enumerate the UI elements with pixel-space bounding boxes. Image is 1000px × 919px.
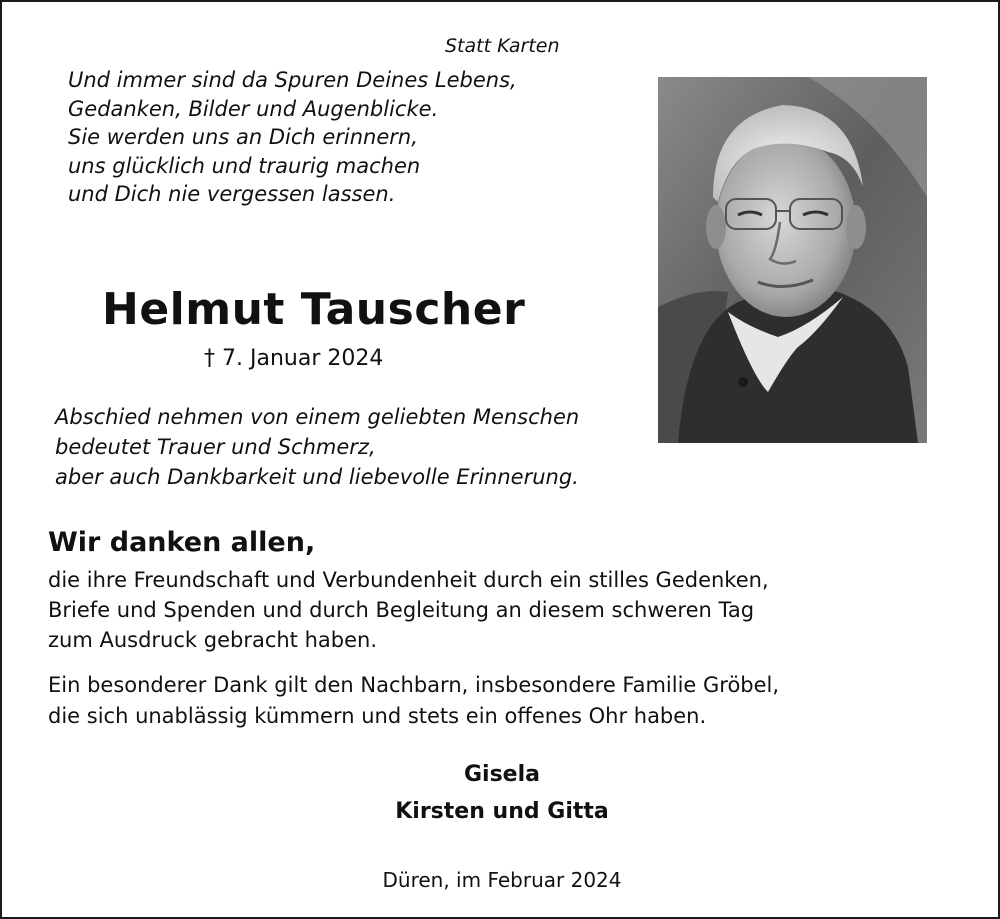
quote-line: Abschied nehmen von einem geliebten Menschen bbox=[55, 405, 580, 429]
quote-line: aber auch Dankbarkeit und liebevolle Erinnerung. bbox=[55, 465, 579, 489]
farewell-quote bbox=[55, 402, 579, 492]
poem-line: Gedanken, Bilder und Augenblicke. bbox=[68, 96, 439, 121]
thanks-line: zum Ausdruck gebracht haben. bbox=[48, 628, 377, 652]
place-and-date: Düren, im Februar 2024 bbox=[382, 868, 622, 892]
thanks-heading: Wir danken allen, bbox=[48, 527, 316, 558]
special-thanks-text bbox=[48, 670, 779, 732]
signature-line-1: Gisela bbox=[463, 762, 540, 787]
signature-line-2: Kirsten und Gitta bbox=[395, 799, 609, 824]
quote-line: bedeutet Trauer und Schmerz, bbox=[55, 435, 376, 459]
poem-line: Sie werden uns an Dich erinnern, bbox=[68, 125, 418, 149]
poem-line: und Dich nie vergessen lassen. bbox=[68, 182, 396, 206]
thanks-line: die ihre Freundschaft und Verbundenheit durch ein stilles Gedenken, bbox=[48, 568, 769, 592]
special-thanks-line: Ein besonderer Dank gilt den Nachbarn, insbesondere Familie Gröbel, bbox=[48, 673, 780, 697]
poem-line: uns glücklich und traurig machen bbox=[68, 153, 421, 178]
deceased-name: Helmut Tauscher bbox=[102, 284, 526, 335]
statt-karten-label: Statt Karten bbox=[445, 35, 560, 57]
poem-line: Und immer sind da Spuren Deines Lebens, bbox=[68, 68, 517, 92]
portrait-illustration bbox=[658, 77, 927, 443]
special-thanks-line: die sich unablässig kümmern und stets ein offenes Ohr haben. bbox=[48, 704, 707, 728]
thanks-line: Briefe und Spenden und durch Begleitung an diesem schweren Tag bbox=[48, 598, 755, 622]
death-date: † 7. Januar 2024 bbox=[204, 346, 384, 371]
portrait-photo bbox=[658, 77, 927, 443]
poem bbox=[68, 66, 517, 209]
thanks-text bbox=[48, 565, 769, 655]
